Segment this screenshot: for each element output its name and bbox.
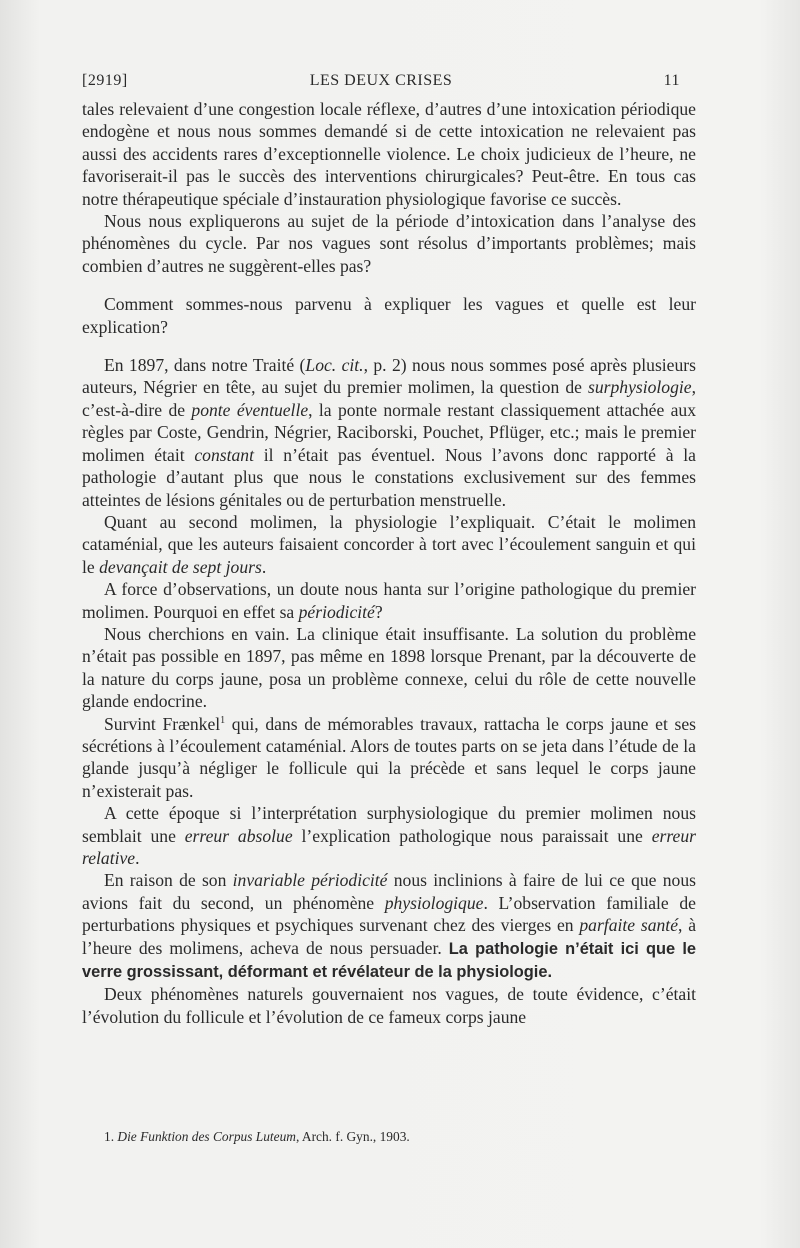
paragraph-1: tales relevaient d’une congestion locale réflexe, d’autres d’une intoxication périodique endogène et nous nous sommes demandé si de cette intoxication ne relevaient pas aussi des accidents rares d’exceptionnelle violence. Le choix judicieux de l’heure, ne favoriserait-il pas le succès des interventions chirurgicales? Peut-être. En tous cas notre thérapeutique spéciale d’instauration physiologique favorise ce succès. [82, 99, 696, 209]
footnote [82, 1128, 696, 1146]
bold-statement: La pathologie n’était ici que le verre grossissant, déformant et révélateur de la physiologie. [82, 939, 696, 982]
footnote-citation: , Arch. f. Gyn., 1903. [295, 1129, 410, 1144]
paragraph-4: En 1897, dans notre Traité (Loc. cit., p. 2) nous nous sommes posé après plusieurs auteurs, Négrier en tête, au sujet du premier molimen, la question de surphysiologie, c’est-à-dire de ponte éventuelle, la ponte normale restant classiquement attachée aux règles par Coste, Gendrin, Négrier, Raciborski, Pouchet, Pflüger, etc.; mais le premier molimen était constant il n’était pas éventuel. Nous l’avons donc rapporté à la pathologie d’autant plus que nous le constations exclusivement sur des femmes atteintes de lésions génitales ou de perturbation menstruelle. [82, 355, 697, 510]
footnote-ref: 1 [220, 714, 226, 726]
paragraph-3: Comment sommes-nous parvenu à expliquer les vagues et quelle est leur explication? [82, 294, 696, 337]
body-text [82, 98, 696, 1028]
paragraph-11: Deux phénomènes naturels gouvernaient nos vagues, de toute évidence, c’était l’évolution du follicule et l’évolution de ce fameux corps jaune [82, 984, 696, 1027]
footnote-title: Die Funktion des Corpus Luteum [117, 1129, 296, 1144]
paragraph-6: A force d’observations, un doute nous hanta sur l’origine pathologique du premier molimen. Pourquoi en effet sa périodicité? [82, 579, 696, 622]
paragraph-5: Quant au second molimen, la physiologie l’expliquait. C’était le molimen cataménial, que les auteurs faisaient concorder à tort avec l’écoulement sanguin et qui le devançait de sept jours. [82, 511, 696, 577]
paragraph-9: A cette époque si l’interprétation surphysiologique du premier molimen nous semblait une erreur absolue l’explication pathologique nous paraissait une erreur relative. [82, 803, 697, 868]
folio-number: [2919] [82, 72, 128, 89]
page-number: 11 [663, 72, 680, 89]
running-title: LES DEUX CRISES [309, 72, 453, 89]
paragraph-2: Nous nous expliquerons au sujet de la période d’intoxication dans l’analyse des phénomènes du cycle. Par nos vagues sont résolus d’importants problèmes; mais combien d’autres ne suggèrent-elles pas? [82, 211, 696, 276]
paragraph-10: En raison de son invariable périodicité nous inclinions à faire de lui ce que nous avions fait du second, un phénomène physiologique. L’observation familiale de perturbations physiques et psychiques survenant chez des vierges en parfaite santé, à l’heure des molimens, acheva de nous persuader. La pathologie n’était ici que le verre grossissant, déformant et révélateur de la physiologie. [82, 870, 696, 982]
running-header [82, 72, 680, 96]
footnote-number: 1. [104, 1129, 115, 1144]
paragraph-8: Survint Frænkel$^1$ qui, dans de mémorables travaux, rattacha le corps jaune et ses sécrétions à l’écoulement cataménial. Alors de toutes parts on se jeta dans l’étude de la glande jusqu’à négliger le follicule qui la précède et sans lequel le corps jaune n’existerait pas. [82, 713, 696, 801]
paragraph-7: Nous cherchions en vain. La clinique était insuffisante. La solution du problème n’était pas possible en 1897, pas même en 1898 lorsque Prenant, par la découverte de la nature du corps jaune, posa un problème connexe, celui du rôle de cette nouvelle glande endocrine. [82, 623, 696, 712]
